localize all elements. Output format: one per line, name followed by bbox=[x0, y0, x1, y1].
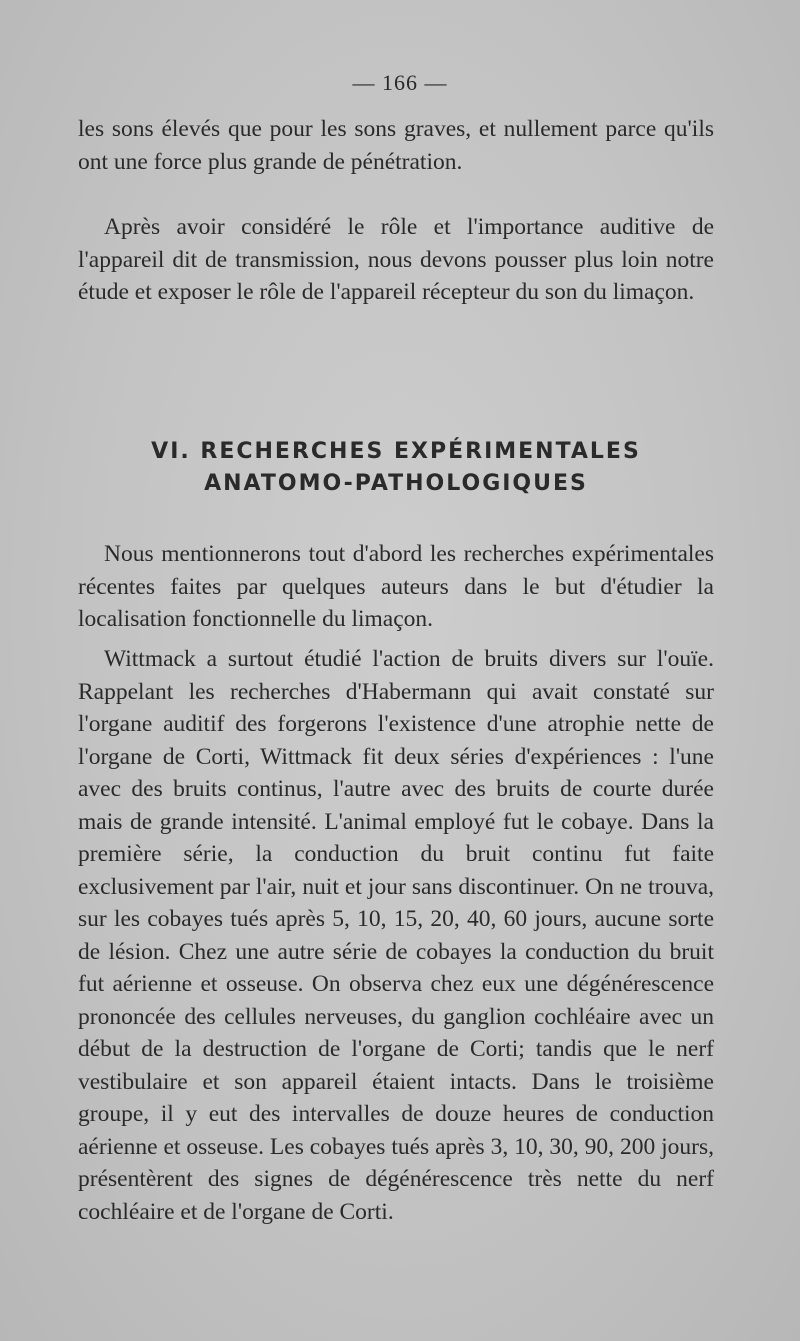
page-number: — 166 — bbox=[352, 70, 448, 95]
paragraph-continuation bbox=[78, 113, 714, 178]
paragraph-transmission bbox=[78, 211, 714, 309]
paragraph-intro bbox=[78, 538, 714, 636]
paragraph-text: Wittmack a surtout étudié l'action de bruits divers sur l'ouïe. Rappelant les recherches d'Habermann qui avait constaté sur l'organe auditif des forgerons l'existence d'une atrophie nette de l'organe de Corti, Wittmack fit deux séries d'expériences : l'une avec des bruits continus, l'autre avec des bruits de courte durée mais de grande intensité. L'animal employé fut le cobaye. Dans la première série, la conduction du bruit continu fut faite exclusivement par l'air, nuit et jour sans discontinuer. On ne trouva, sur les cobayes tués après 5, 10, 15, 20, 40, 60 jours, aucune sorte de lésion. Chez une autre série de cobayes la conduction du bruit fut aérienne et osseuse. On observa chez eux une dégénérescence prononcée des cellules nerveuses, du ganglion cochléaire avec un début de la destruction de l'organe de Corti; tandis que le nerf vestibulaire et son appareil étaient intacts. Dans le troisième groupe, il y eut des intervalles de douze heures de conduction aérienne et osseuse. Les cobayes tués après 3, 10, 30, 90, 200 jours, présentèrent des signes de dégénérescence très nette du nerf cochléaire et de l'organe de Corti. bbox=[78, 646, 714, 1225]
paragraph-text: Après avoir considéré le rôle et l'importance auditive de l'appareil dit de transmission, nous devons pousser plus loin notre étude et exposer le rôle de l'appareil récepteur du son du limaçon. bbox=[78, 214, 714, 305]
paragraph-text: les sons élevés que pour les sons graves, et nullement parce qu'ils ont une force plus grande de pénétration. bbox=[78, 116, 714, 175]
section-heading-line-2: ANATOMO-PATHOLOGIQUES bbox=[204, 471, 588, 496]
paragraph-wittmack bbox=[78, 643, 714, 1228]
section-heading-line-1: VI. RECHERCHES EXPÉRIMENTALES bbox=[151, 439, 641, 464]
paragraph-text: Nous mentionnerons tout d'abord les recherches expérimentales récentes faites par quelques auteurs dans le but d'étudier la localisation fonctionnelle du limaçon. bbox=[78, 541, 714, 632]
